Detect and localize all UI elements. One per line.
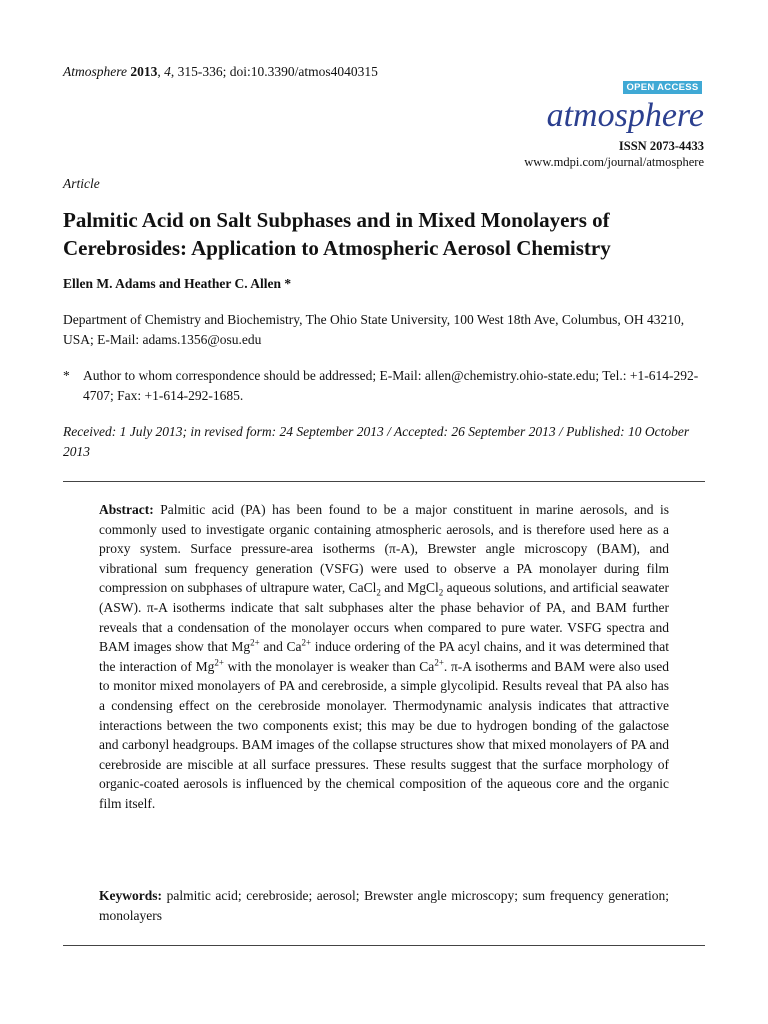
- abstract-text-7: . π-A isotherms and BAM were also used to monitor mixed monolayers of PA and cerebroside, a simple glycolipid. Results reveal that PA also has a condensing effect on the cerebroside monolayer. Thermodynamic analysis indicates that attractive interactions between the two components exist; this may be due to hydrogen bonding of the galactose and carbonyl headgroups. BAM images of the collapse structures show that mixed monolayers of PA and cerebroside are miscible at all surface pressures. These results suggest that the surface morphology of organic-coated aerosols is influenced by the chemical composition of the aqueous core and the organic film itself.: [99, 658, 669, 811]
- sup-charge: 2+: [250, 637, 260, 648]
- keywords: [99, 886, 669, 925]
- abstract-text-5: induce ordering of the PA acyl chains, and it was determined that the interaction of Mg: [99, 639, 669, 674]
- publication-dates: Received: 1 July 2013; in revised form: 24 September 2013 / Accepted: 26 September 2013 / Published: 10 October 2013: [63, 424, 690, 459]
- open-access-badge: OPEN ACCESS: [623, 81, 702, 94]
- sup-charge: 2+: [301, 637, 312, 648]
- journal-short: Atmosphere: [63, 64, 127, 79]
- correspondence-text: Author to whom correspondence should be addressed; E-Mail: allen@chemistry.ohio-state.edu; Tel.: +1-614-292-4707; Fax: +1-614-292-1685.: [83, 368, 699, 403]
- issn: ISSN 2073-4433: [618, 139, 704, 153]
- corr-star: *: [63, 368, 70, 383]
- sup-charge: 2+: [214, 657, 224, 668]
- top-divider: [63, 481, 705, 482]
- citation-pages-doi: , 315-336; doi:10.3390/atmos4040315: [170, 64, 378, 79]
- bottom-divider: [63, 945, 705, 946]
- abstract-text-6: with the monolayer is weaker than Ca: [223, 658, 435, 674]
- abstract-text-4: and Ca: [259, 639, 302, 655]
- article-title: Palmitic Acid on Salt Subphases and in Mixed Monolayers of Cerebrosides: Application to Atmospheric Aerosol Chemistry: [63, 208, 611, 260]
- journal-logo: atmosphere: [546, 97, 704, 134]
- keywords-text: palmitic acid; cerebroside; aerosol; Brewster angle microscopy; sum frequency generation; monolayers: [99, 888, 669, 923]
- abstract-text-1: Palmitic acid (PA) has been found to be a major constituent in marine aerosols, and is commonly used to investigate organic containing atmospheric aerosols, and is therefore used here as a proxy system. Surface pressure-area isotherms (π-A), Brewster angle microscopy (BAM), and vibrational sum frequency generation (VSFG) were used to observe a PA monolayer during film compression on subphases of ultrapure water, CaCl: [99, 502, 669, 596]
- affiliation: Department of Chemistry and Biochemistry, The Ohio State University, 100 West 18th Ave, Columbus, OH 43210, USA; E-Mail: adams.1356@osu.edu: [63, 312, 685, 347]
- abstract-text-2: and MgCl: [380, 580, 439, 596]
- correspondence: [63, 366, 703, 406]
- journal-url[interactable]: www.mdpi.com/journal/atmosphere: [524, 155, 704, 169]
- sub-2: 2: [438, 588, 444, 599]
- abstract-text-3: aqueous solutions, and artificial seawater (ASW). π-A isotherms indicate that salt subphases alter the phase behavior of PA, and BAM further reveals that a condensation of the monolayer occurs when compared to pure water. VSFG spectra and BAM images show that Mg: [99, 580, 669, 655]
- citation-year: 2013: [130, 64, 158, 79]
- abstract: [99, 500, 669, 814]
- citation-volume: 4: [164, 64, 171, 79]
- sup-charge: 2+: [434, 657, 444, 668]
- authors: Ellen M. Adams and Heather C. Allen *: [63, 276, 292, 291]
- citation-line: Atmosphere 2013, 4, 315-336; doi:10.3390/atmos4040315: [63, 64, 378, 79]
- article-type: Article: [63, 176, 100, 191]
- abstract-label: Abstract:: [99, 502, 154, 517]
- sub-2: 2: [376, 588, 381, 599]
- keywords-label: Keywords:: [99, 888, 162, 903]
